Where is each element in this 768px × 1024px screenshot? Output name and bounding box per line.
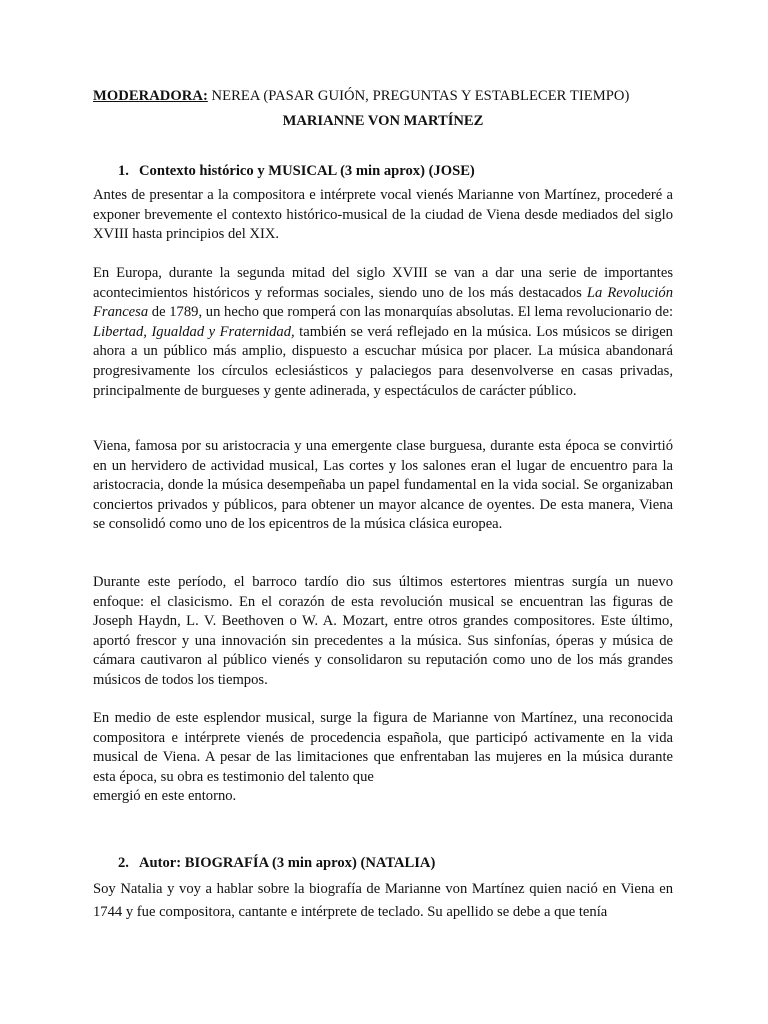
paragraph-2-emphasis-revolution: La Revolución Francesa — [93, 284, 673, 321]
paragraph-2-emphasis-motto: Libertad, Igualdad y Fraternidad, — [93, 323, 295, 340]
section-1-paragraph-3: Viena, famosa por su aristocracia y una emergente clase burguesa, durante esta época se convirtió en un hervidero de actividad musical, Las cortes y los salones eran el lugar de encuentro para la aristocracia, donde la música desempeñaba un papel fundamental en la vida social. Se organizaban conciertos privados y públicos, para obtener un mayor alcance de oyentes. De esta manera, Viena se consolidó como uno de los epicentros de la música clásica europea. — [93, 438, 673, 533]
section-1-paragraph-5 — [93, 709, 673, 807]
section-1-paragraph-1: Antes de presentar a la compositora e intérprete vocal vienés Marianne von Martínez, procederé a exponer brevemente el contexto histórico-musical de la ciudad de Viena desde mediados del siglo XVIII hasta principios del XIX. — [93, 187, 673, 243]
paragraph-5-main: En medio de este esplendor musical, surge la figura de Marianne von Martínez, una reconocida compositora e intérprete vienés de procedencia española, que participó activamente en la vida musical de Viena. A pesar de las limitaciones que enfrentaban las mujeres en la música durante esta época, su obra es testimonio del talento que — [93, 710, 673, 785]
paragraph-2-text-b: de 1789, un hecho que romperá con las monarquías absolutas. El lema revolucionario de: — [148, 304, 673, 321]
section-1-number: 1. — [118, 163, 129, 179]
paragraph-5-last-line: emergió en este entorno. — [93, 788, 237, 805]
section-2-heading — [118, 854, 435, 874]
section-1-paragraph-2 — [93, 264, 673, 401]
section-1-title: Contexto histórico y MUSICAL (3 min aprox) (JOSE) — [139, 163, 475, 179]
section-2-paragraph-1: Soy Natalia y voy a hablar sobre la biografía de Marianne von Martínez quien nació en Viena en 1744 y fue compositora, cantante e intérprete de teclado. Su apellido se debe a que tenía — [93, 881, 673, 920]
section-1-paragraph-4: Durante este período, el barroco tardío dio sus últimos estertores mientras surgía un nuevo enfoque: el clasicismo. En el corazón de esta revolución musical se encuentran las figuras de Joseph Haydn, L. V. Beethoven o W. A. Mozart, entre otros grandes compositores. Este último, aportó frescor y una innovación sin precedentes a la música. Sus sinfonías, óperas y música de cámara cautivaron al público vienés y consolidaron su reputación como uno de los más grandes músicos de todos los tiempos. — [93, 574, 673, 688]
section-2-number: 2. — [118, 855, 129, 871]
paragraph-2-text-a: En Europa, durante la segunda mitad del siglo XVIII se van a dar una serie de importantes acontecimientos históricos y reformas sociales, siendo uno de los más destacados — [93, 265, 673, 301]
moderator-text: NEREA (PASAR GUIÓN, PREGUNTAS Y ESTABLECER TIEMPO) — [207, 88, 630, 104]
document-title: MARIANNE VON MARTÍNEZ — [282, 113, 484, 129]
section-1-heading — [118, 162, 475, 182]
section-2-title: Autor: BIOGRAFÍA (3 min aprox) (NATALIA) — [139, 855, 436, 871]
moderator-line — [93, 87, 673, 107]
paragraph-2-text-c: también se verá reflejado en la música. Los músicos se dirigen ahora a un público más amplio, dispuesto a escuchar música por placer. La música abandonará progresivamente los círculos eclesiásticos y palaciegos para desenvolverse en casas privadas, principalmente de burgueses y gente adinerada, y espectáculos de carácter público. — [93, 323, 673, 399]
moderator-label: MODERADORA: — [93, 88, 208, 104]
